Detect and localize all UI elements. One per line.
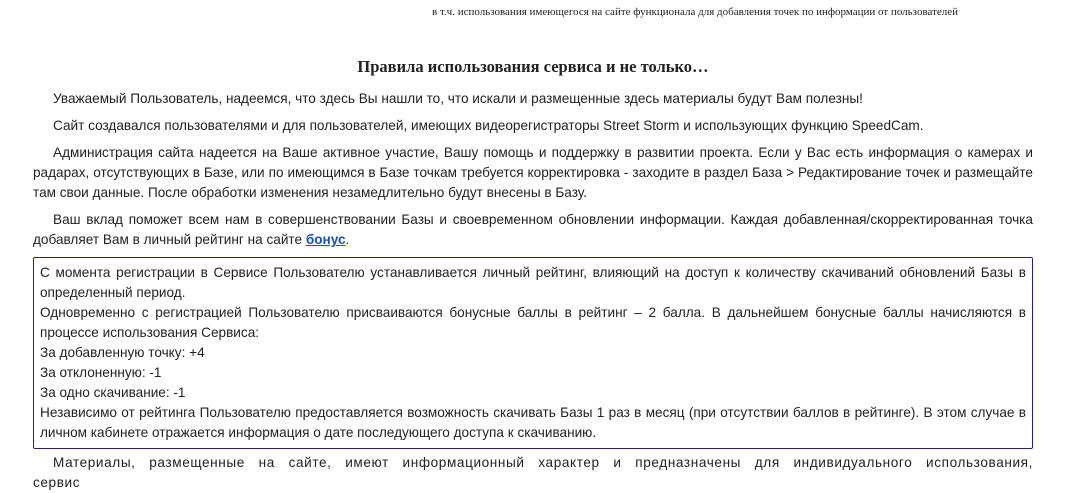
bonus-link[interactable]: бонус [305,232,346,247]
rating-rules-box [33,257,1033,449]
rating-rule-added-point: За добавленную точку: +4 [40,345,205,360]
rating-rule-monthly: Независимо от рейтинга Пользователю предоставляется возможность скачивать Базы 1 раз в месяц (при отсутствии баллов в рейтинге). В этом случае в личном кабинете отражается информация о дате последующего доступа к скачиванию. [40,405,1026,440]
rating-rule-intro: С момента регистрации в Сервисе Пользователю устанавливается личный рейтинг, влияющий на доступ к количеству скачиваний обновлений Базы в определенный период. [40,265,1026,300]
rating-rule-download: За одно скачивание: -1 [40,385,186,400]
page-title: Правила использования сервиса и не только… [357,57,709,76]
rating-rule-rejected: За отклоненную: -1 [40,365,162,380]
rules-content [33,56,1033,493]
paragraph-contribution-text: Ваш вклад поможет всем нам в совершенствовании Базы и своевременном обновлении информации. Каждая добавленная/скорректированная точка добавляет Вам в личный рейтинг на сайте [33,212,1033,247]
paragraph-participation: Администрация сайта надеется на Ваше активное участие, Вашу помощь и поддержку в развитии проекта. Если у Вас есть информация о камерах и радарах, отсутствующих в Базе, или по имеющимся в Базе точкам требуется корректировка - заходите в раздел База > Редактирование точек и размещайте там свои данные. После обработки изменения незамедлительно будут внесены в Базу. [33,145,1033,200]
paragraph-contribution [33,210,1033,250]
paragraph-site-purpose: Сайт создавался пользователями и для пользователей, имеющих видеорегистраторы Street Storm и использующих функцию SpeedCam. [53,118,924,133]
rating-rule-bonus: Одновременно с регистрацией Пользователю присваиваются бонусные баллы в рейтинг – 2 балла. В дальнейшем бонусные баллы начисляются в процессе использования Сервиса: [40,305,1026,340]
paragraph-contribution-end: . [345,232,350,247]
paragraph-materials: Материалы, размещенные на сайте, имеют информационный характер и предназначены для индивидуального использования, сервис [33,455,1033,490]
paragraph-greeting: Уважаемый Пользователь, надеемся, что здесь Вы нашли то, что искали и размещенные здесь материалы будут Вам полезны! [53,91,863,106]
header-note: в т.ч. использования имеющегося на сайте функционала для добавления точек по информации от пользователей [432,6,959,18]
